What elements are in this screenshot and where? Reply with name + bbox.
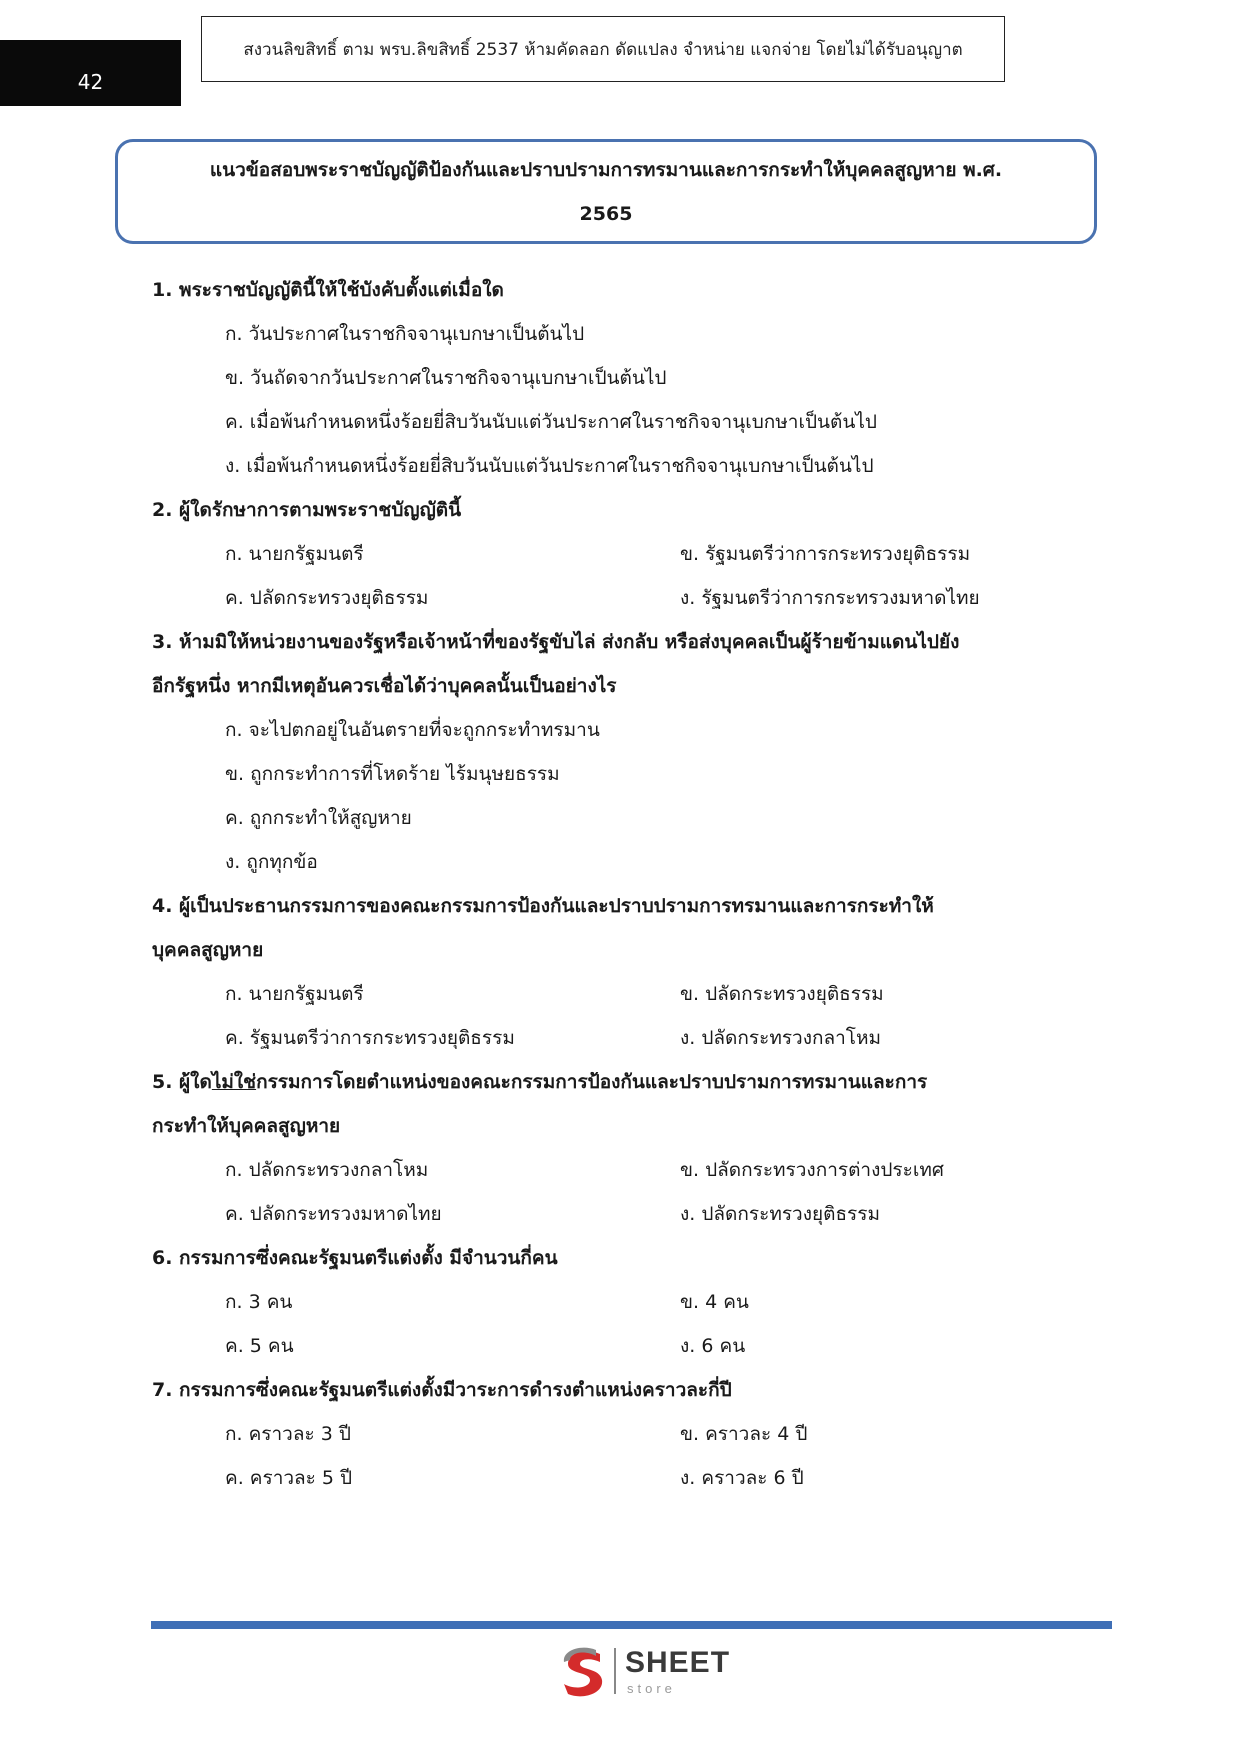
question-4-line2: บุคคลสูญหาย [152,939,264,961]
option: ง. รัฐมนตรีว่าการกระทรวงมหาดไทย [680,587,980,609]
question-2-options-row-2 [152,576,1072,620]
footer-divider [151,1621,1112,1629]
question-5-emphasis: ไม่ใช่ [211,1071,257,1093]
question-2: 2. ผู้ใดรักษาการตามพระราชบัญญัตินี้ [152,499,462,521]
question-2-options-row-1 [152,532,1072,576]
question-4-line1: 4. ผู้เป็นประธานกรรมการของคณะกรรมการป้องกันและปราบปรามการทรมานและการกระทำให้ [152,895,934,917]
option: ค. ปลัดกระทรวงมหาดไทย [225,1203,442,1225]
copyright-text: สงวนลิขสิทธิ์ ตาม พรบ.ลิขสิทธิ์ 2537 ห้ามคัดลอก ดัดแปลง จำหน่าย แจกจ่าย โดยไม่ได้รับอนุญาต [243,39,963,60]
option: ข. คราวละ 4 ปี [680,1423,808,1445]
question-3-options [152,708,1072,884]
question-1: 1. พระราชบัญญัตินี้ให้ใช้บังคับตั้งแต่เมื่อใด [152,279,504,301]
option: ก. นายกรัฐมนตรี [225,983,364,1005]
question-5-options-row-1 [152,1148,1072,1192]
option: ข. วันถัดจากวันประกาศในราชกิจจานุเบกษาเป็นต้นไป [225,367,667,389]
question-4-options-row-1 [152,972,1072,1016]
document-title-box [115,139,1097,244]
question-5-options-row-2 [152,1192,1072,1236]
question-6-options-row-2 [152,1324,1072,1368]
option: ค. คราวละ 5 ปี [225,1467,353,1489]
logo-text: SHEET [625,1646,731,1679]
option: ง. เมื่อพ้นกำหนดหนึ่งร้อยยี่สิบวันนับแต่วันประกาศในราชกิจจานุเบกษาเป็นต้นไป [225,455,874,477]
question-4-options-row-2 [152,1016,1072,1060]
option: ก. 3 คน [225,1291,293,1313]
question-6: 6. กรรมการซึ่งคณะรัฐมนตรีแต่งตั้ง มีจำนวนกี่คน [152,1247,558,1269]
option: ง. คราวละ 6 ปี [680,1467,804,1489]
page-number-text: 42 [77,70,104,94]
question-5-line1 [152,1060,1072,1104]
option: ข. 4 คน [680,1291,749,1313]
question-3-line2: อีกรัฐหนึ่ง หากมีเหตุอันควรเชื่อได้ว่าบุคคลนั้นเป็นอย่างไร [152,675,617,697]
question-4 [152,884,1072,972]
question-5-line2: กระทำให้บุคคลสูญหาย [152,1115,341,1137]
question-5-prefix: 5. ผู้ใด [152,1071,212,1093]
question-5 [152,1060,1072,1148]
question-list [152,268,1072,1500]
logo-separator [614,1648,616,1694]
option: ก. นายกรัฐมนตรี [225,543,364,565]
option: ค. 5 คน [225,1335,294,1357]
document-title-line2: 2565 [579,202,633,225]
document-title-line1: แนวข้อสอบพระราชบัญญัติป้องกันและปราบปรามการทรมานและการกระทำให้บุคคลสูญหาย พ.ศ. [209,158,1003,181]
option: ก. ปลัดกระทรวงกลาโหม [225,1159,429,1181]
option: ง. ปลัดกระทรวงยุติธรรม [680,1203,880,1225]
option: ค. ปลัดกระทรวงยุติธรรม [225,587,429,609]
question-5-rest: กรรมการโดยตำแหน่งของคณะกรรมการป้องกันและปราบปรามการทรมานและการ [256,1071,928,1093]
question-1-options [152,312,1072,488]
question-7-options-row-1 [152,1412,1072,1456]
option: ข. ถูกกระทำการที่โหดร้าย ไร้มนุษยธรรม [225,763,560,785]
option: ง. 6 คน [680,1335,746,1357]
question-6-options-row-1 [152,1280,1072,1324]
option: ข. รัฐมนตรีว่าการกระทรวงยุติธรรม [680,543,971,565]
option: ก. จะไปตกอยู่ในอันตรายที่จะถูกกระทำทรมาน [225,719,600,741]
option: ข. ปลัดกระทรวงยุติธรรม [680,983,884,1005]
copyright-banner [201,16,1005,82]
logo-subtext: store [627,1681,676,1696]
option: ก. วันประกาศในราชกิจจานุเบกษาเป็นต้นไป [225,323,585,345]
question-3 [152,620,1072,708]
option: ข. ปลัดกระทรวงการต่างประเทศ [680,1159,944,1181]
question-7-options-row-2 [152,1456,1072,1500]
question-7: 7. กรรมการซึ่งคณะรัฐมนตรีแต่งตั้งมีวาระการดำรงตำแหน่งคราวละกี่ปี [152,1379,732,1401]
option: ง. ถูกทุกข้อ [225,851,318,873]
option: ง. ปลัดกระทรวงกลาโหม [680,1027,882,1049]
option: ก. คราวละ 3 ปี [225,1423,351,1445]
option: ค. ถูกกระทำให้สูญหาย [225,807,412,829]
page-number [0,40,181,106]
option: ค. รัฐมนตรีว่าการกระทรวงยุติธรรม [225,1027,515,1049]
option: ค. เมื่อพ้นกำหนดหนึ่งร้อยยี่สิบวันนับแต่วันประกาศในราชกิจจานุเบกษาเป็นต้นไป [225,411,877,433]
question-3-line1: 3. ห้ามมิให้หน่วยงานของรัฐหรือเจ้าหน้าที่ของรัฐขับไล่ ส่งกลับ หรือส่งบุคคลเป็นผู้ร้ายข้ามแดนไปยัง [152,631,960,653]
